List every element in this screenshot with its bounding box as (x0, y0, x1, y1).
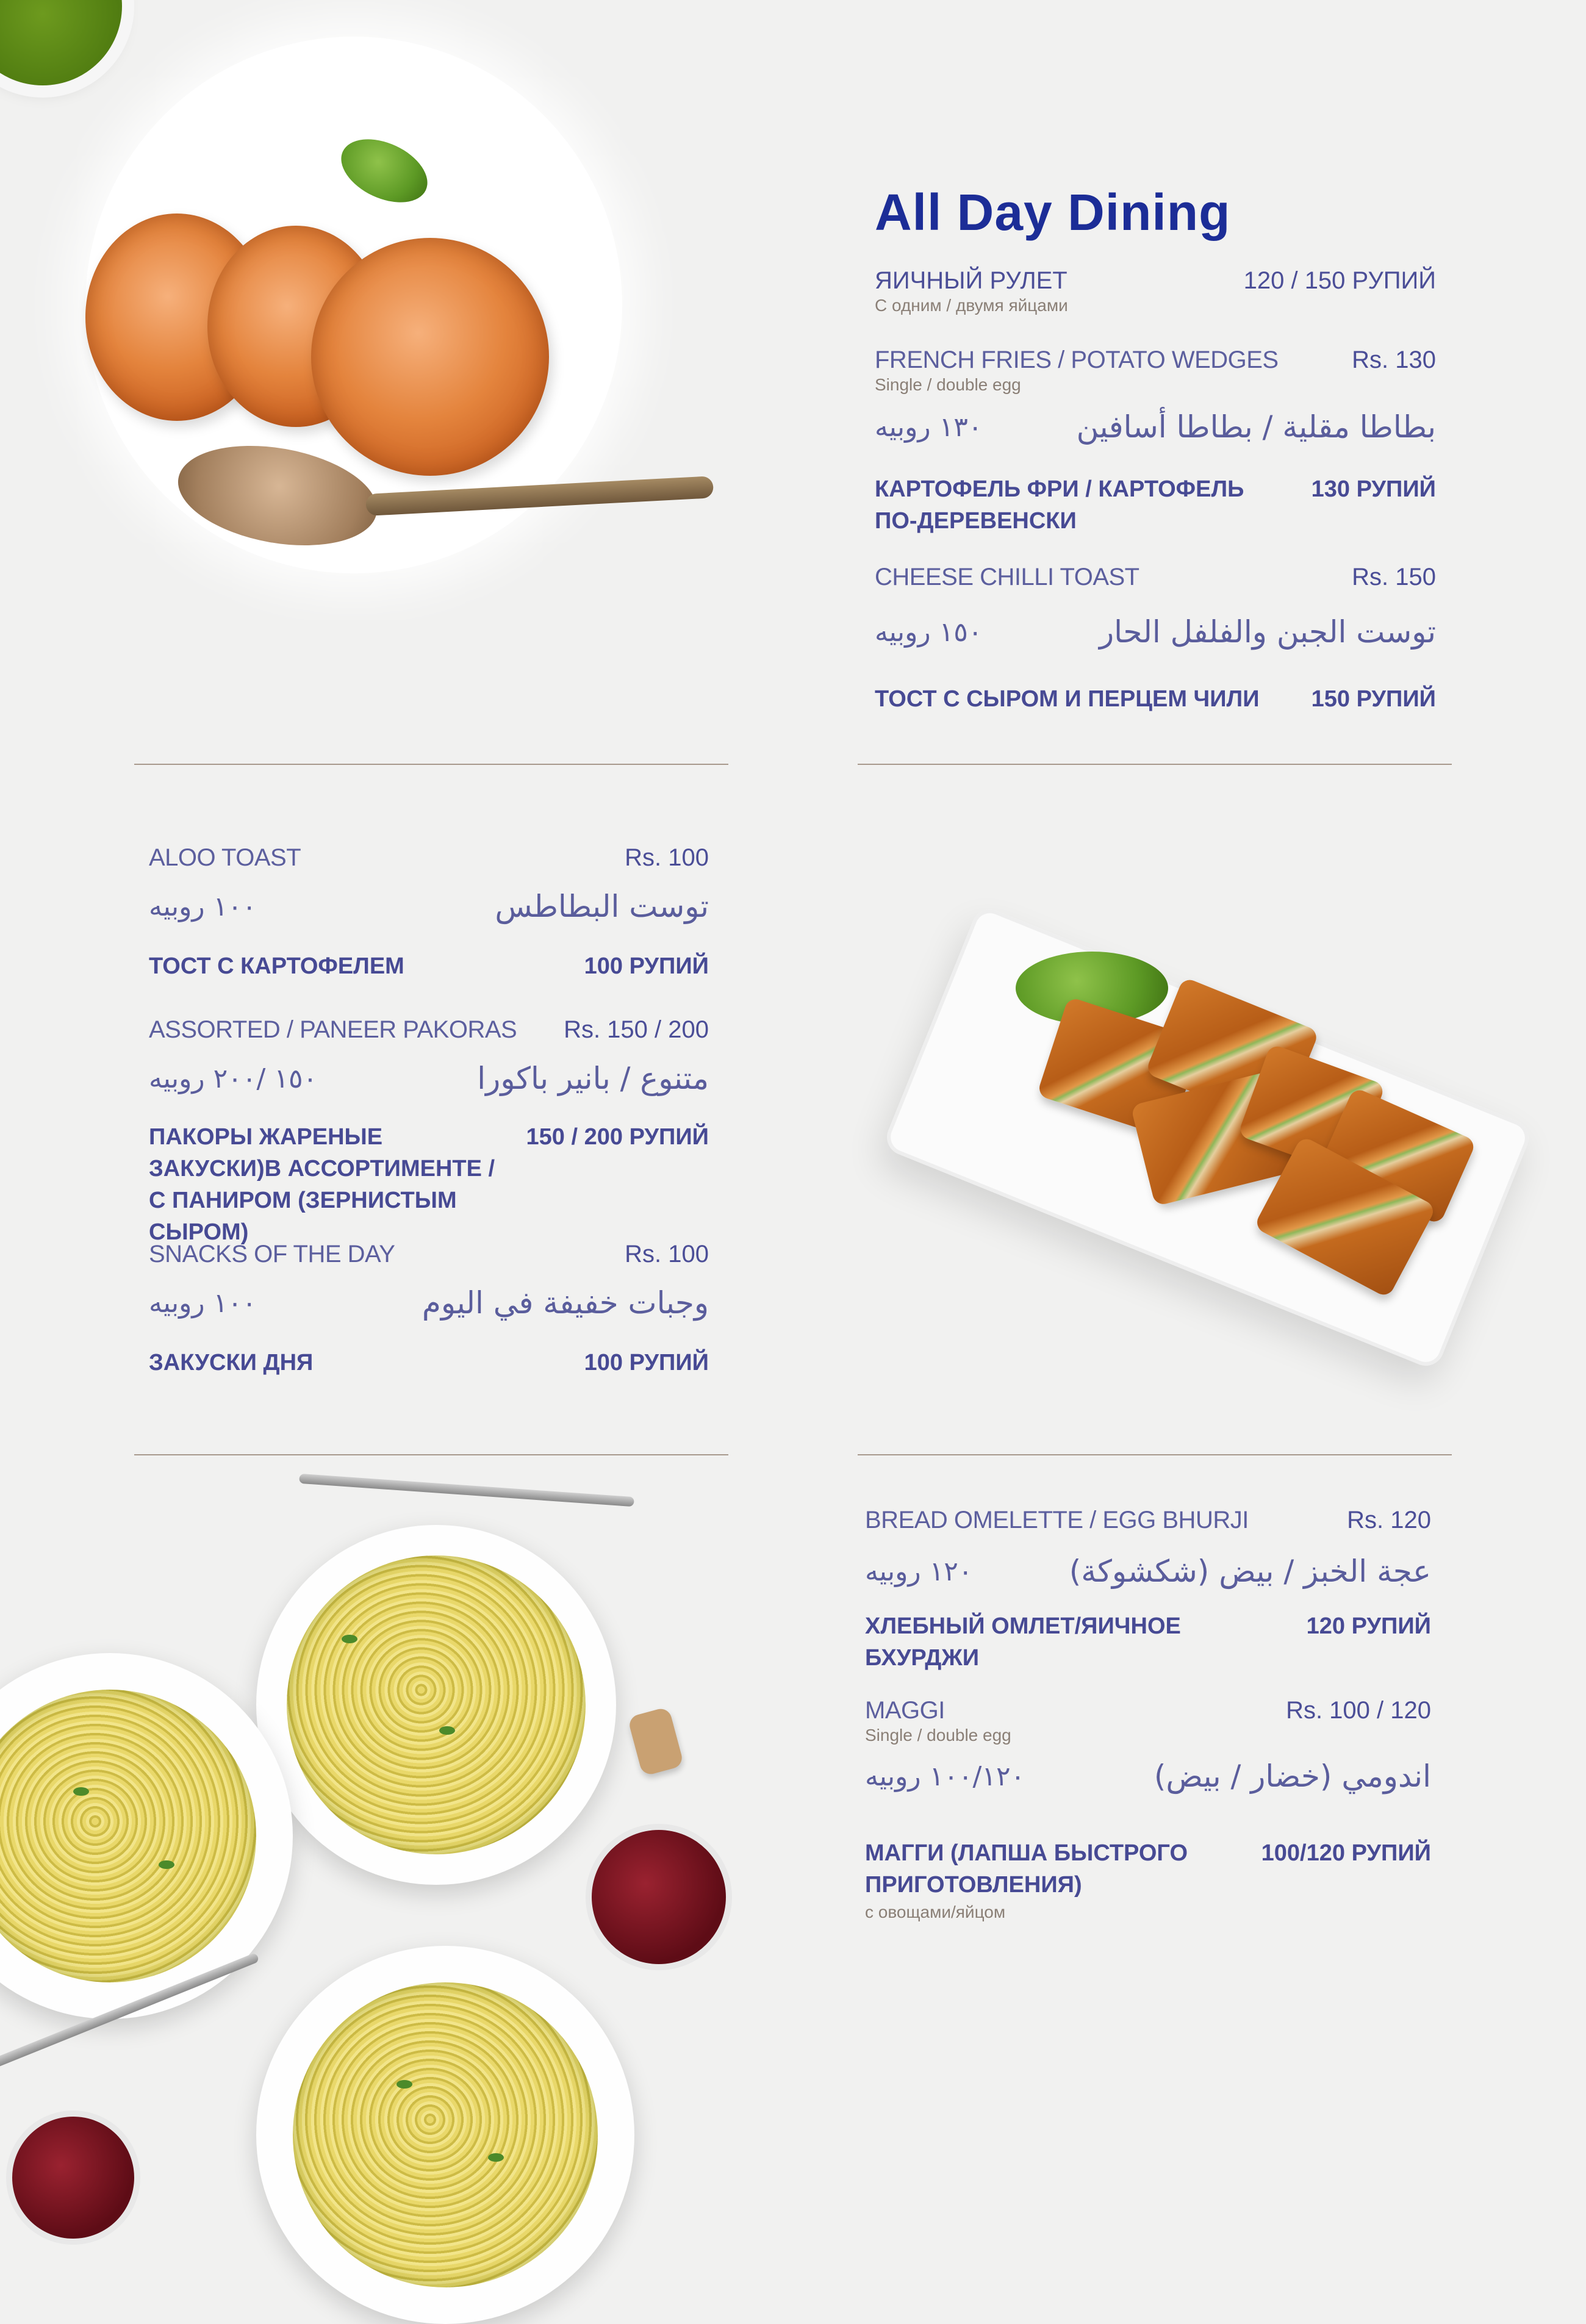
item-price-ar: ١٠٠ روبيه (149, 1287, 257, 1319)
item-name: SNACKS OF THE DAY (149, 1241, 395, 1268)
patty-3 (311, 238, 549, 476)
pakora-photo (854, 878, 1525, 1366)
herb (488, 2153, 504, 2162)
pasta-photo (0, 1470, 769, 2210)
item-price: 150 РУПИЙ (1311, 686, 1436, 712)
item-price-ar: ١٥٠ روبيه (875, 616, 983, 648)
menu-item-maggi-ar (865, 1752, 1431, 1801)
item-name: ALOO TOAST (149, 844, 301, 871)
herb (396, 2080, 412, 2089)
item-price: Rs. 100 (625, 844, 709, 871)
item-name: MAGGI (865, 1697, 945, 1724)
item-price: 120 / 150 РУПИЙ (1243, 267, 1436, 294)
item-price-ar: ١٠٠/١٢٠ روبيه (865, 1760, 1025, 1792)
item-price-ar: ١٢٠ روبيه (865, 1555, 973, 1587)
menu-item-cheese-chilli-toast (875, 561, 1436, 593)
page-title: All Day Dining (875, 184, 1231, 241)
item-price: 100 РУПИЙ (584, 953, 709, 979)
pasta-1 (287, 1555, 586, 1854)
item-price-ar: ١٠٠ روبيه (149, 891, 257, 922)
item-name-ar: توست البطاطس (495, 889, 709, 924)
divider (858, 1454, 1452, 1455)
herb (73, 1787, 89, 1796)
item-price: 100/120 РУПИЙ (1261, 1840, 1431, 1866)
menu-item-aloo-toast (149, 842, 709, 873)
menu-item-pakoras-ru (149, 1121, 709, 1248)
item-name: ASSORTED / PANEER PAKORAS (149, 1016, 517, 1043)
divider (134, 764, 728, 765)
menu-item-french-fries-ru (875, 473, 1436, 537)
divider (134, 1454, 728, 1455)
menu-item-bread-omelette (865, 1504, 1431, 1536)
herb (439, 1726, 455, 1735)
divider (858, 764, 1452, 765)
chutney-bowl (0, 0, 122, 85)
pasta-3 (293, 1982, 598, 2287)
item-price: Rs. 120 (1347, 1507, 1431, 1533)
aloo-tikki-photo (0, 0, 732, 671)
item-name-ar: بطاطا مقلية / بطاطا أسافين (1076, 409, 1436, 445)
item-note: Single / double egg (875, 375, 1021, 394)
item-price: 120 РУПИЙ (1306, 1613, 1431, 1639)
item-price: 150 / 200 РУПИЙ (526, 1124, 709, 1150)
item-name: BREAD OMELETTE / EGG BHURJI (865, 1507, 1249, 1533)
menu-item-maggi (865, 1695, 1431, 1726)
menu-item-bread-omelette-ar (865, 1547, 1431, 1596)
item-note: С одним / двумя яйцами (875, 296, 1068, 315)
item-name: ТОСТ С СЫРОМ И ПЕРЦЕМ ЧИЛИ (875, 686, 1260, 712)
menu-item-snacks-of-the-day-ar (149, 1279, 709, 1327)
menu-item-french-fries-ar (875, 403, 1436, 451)
menu-item-snacks-of-the-day (149, 1238, 709, 1270)
wine-glass-2 (12, 2117, 134, 2239)
item-name: ПАКОРЫ ЖАРЕНЫЕ ЗАКУСКИ)В АССОРТИМЕНТЕ / С ПАНИРОМ (ЗЕРНИСТЫМ СЫРОМ) (149, 1124, 495, 1245)
item-price-ar: ١٣٠ روبيه (875, 411, 983, 443)
menu-item-aloo-toast-ru (149, 950, 709, 982)
item-name-ar: متنوع / بانير باكورا (477, 1061, 709, 1096)
fork-top (299, 1474, 634, 1507)
item-name: МАГГИ (ЛАПША БЫСТРОГО ПРИГОТОВЛЕНИЯ) (865, 1840, 1188, 1898)
item-name-ar: وجبات خفيفة في اليوم (422, 1285, 709, 1321)
item-price: 130 РУПИЙ (1311, 476, 1436, 502)
item-name: CHEESE CHILLI TOAST (875, 564, 1139, 590)
menu-item-bread-omelette-ru (865, 1610, 1431, 1674)
menu-item-aloo-toast-ar (149, 882, 709, 931)
item-price-ar: ١٥٠ /٢٠٠ روبيه (149, 1063, 318, 1094)
item-name: ТОСТ С КАРТОФЕЛЕМ (149, 953, 404, 979)
item-price: Rs. 100 / 120 (1286, 1697, 1431, 1724)
item-price: Rs. 150 / 200 (564, 1016, 709, 1043)
item-name: ЯИЧНЫЙ РУЛЕТ (875, 267, 1068, 294)
item-price: 100 РУПИЙ (584, 1350, 709, 1375)
item-price: Rs. 100 (625, 1241, 709, 1268)
item-name: FRENCH FRIES / POTATO WEDGES (875, 346, 1279, 373)
wine-cork (627, 1707, 684, 1777)
item-price: Rs. 130 (1352, 346, 1436, 373)
menu-item-pakoras (149, 1014, 709, 1045)
item-name: ЗАКУСКИ ДНЯ (149, 1350, 314, 1375)
herb (342, 1635, 357, 1643)
menu-item-cheese-chilli-toast-ru (875, 683, 1436, 715)
item-name: КАРТОФЕЛЬ ФРИ / КАРТОФЕЛЬ ПО-ДЕРЕВЕНСКИ (875, 476, 1244, 534)
item-note: Single / double egg (865, 1726, 1011, 1745)
menu-item-cheese-chilli-toast-ar (875, 608, 1436, 656)
menu-item-french-fries (875, 344, 1436, 376)
wine-glass-1 (592, 1830, 726, 1964)
menu-item-maggi-ru (865, 1837, 1431, 1901)
item-name: ХЛЕБНЫЙ ОМЛЕТ/ЯИЧНОЕ БХУРДЖИ (865, 1613, 1181, 1671)
item-name-ar: اندومي (خضار / بيض) (1154, 1759, 1431, 1794)
item-name-ar: عجة الخبز / بيض (شكشوكة) (1069, 1554, 1431, 1589)
item-price: Rs. 150 (1352, 564, 1436, 590)
menu-item-pakoras-ar (149, 1054, 709, 1103)
item-name-ar: توست الجبن والفلفل الحار (1099, 614, 1436, 650)
menu-item-egg-roll-ru (875, 265, 1436, 296)
herb (159, 1860, 174, 1869)
item-note: с овощами/яйцом (865, 1903, 1006, 1921)
menu-item-snacks-of-the-day-ru (149, 1347, 709, 1379)
